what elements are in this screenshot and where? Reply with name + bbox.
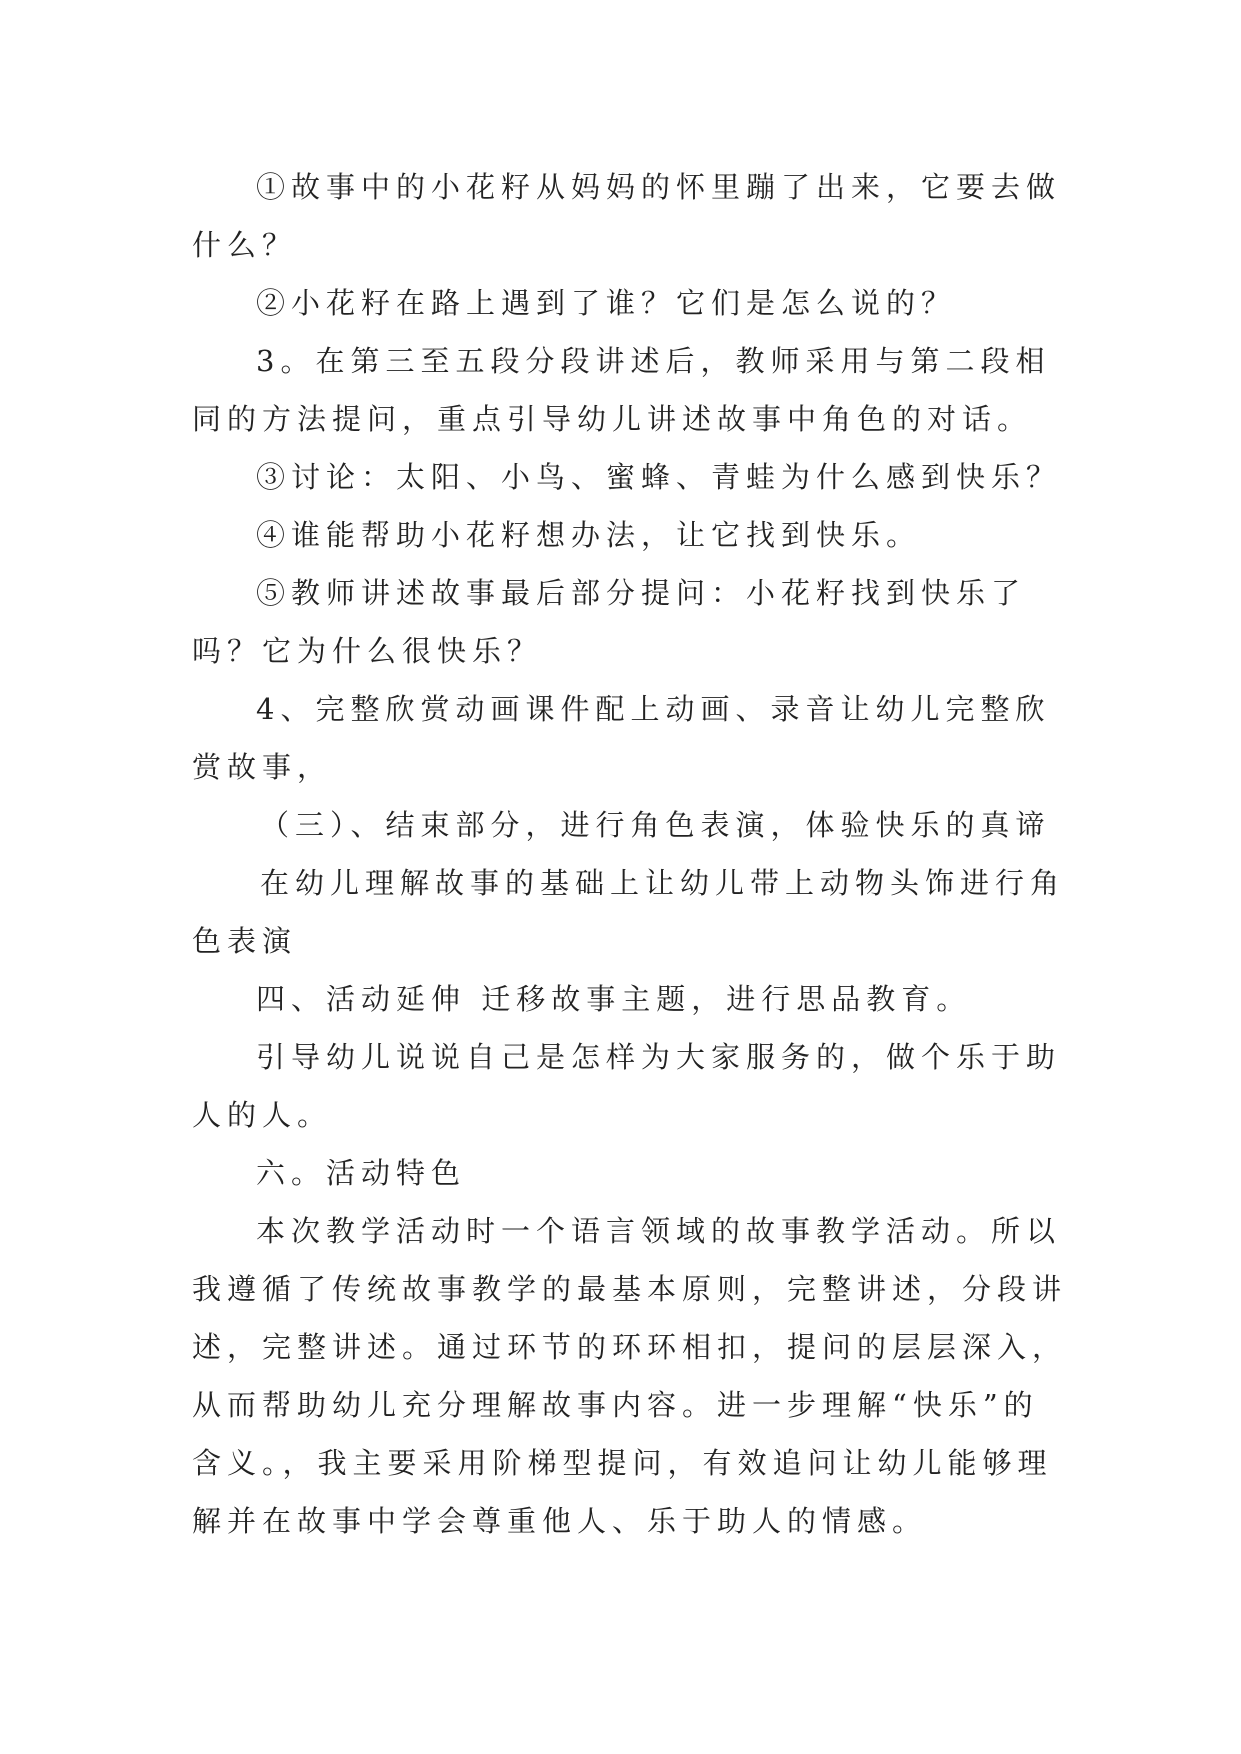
paragraph-step-3: 3。在第三至五段分段讲述后，教师采用与第二段相同的方法提问，重点引导幼儿讲述故事中角色的对话。 [192, 344, 1051, 436]
paragraph-question-4: ④谁能帮助小花籽想办法，让它找到快乐。 [256, 518, 922, 552]
paragraph-question-2: ②小花籽在路上遇到了谁？它们是怎么说的？ [256, 286, 957, 320]
section-heading-ending: （三）、结束部分，进行角色表演，体验快乐的真谛 [260, 808, 1051, 842]
section-heading-features: 六。活动特色 [256, 1156, 467, 1190]
paragraph-question-1: ①故事中的小花籽从妈妈的怀里蹦了出来，它要去做什么？ [192, 170, 1062, 262]
paragraph-features: 本次教学活动时一个语言领域的故事教学活动。所以我遵循了传统故事教学的最基本原则，完整讲述，分段讲述，完整讲述。通过环节的环环相扣，提问的层层深入，从而帮助幼儿充分理解故事内容。进一步理解“快乐”的含义。，我主要采用阶梯型提问，有效追问让幼儿能够理解并在故事中学会尊重他人、乐于助人的情感。 [192, 1214, 1068, 1538]
paragraph-question-5: ⑤教师讲述故事最后部分提问：小花籽找到快乐了吗？它为什么很快乐？ [192, 576, 1027, 668]
paragraph-extension: 引导幼儿说说自己是怎样为大家服务的，做个乐于助人的人。 [192, 1040, 1062, 1132]
paragraph-role-play: 在幼儿理解故事的基础上让幼儿带上动物头饰进行角色表演 [192, 866, 1066, 958]
document-body [192, 158, 1072, 1550]
paragraph-step-4: 4、完整欣赏动画课件配上动画、录音让幼儿完整欣赏故事， [192, 692, 1051, 784]
section-heading-extension: 四、活动延伸 迁移故事主题，进行思品教育。 [256, 982, 972, 1016]
paragraph-question-3: ③讨论：太阳、小鸟、蜜蜂、青蛙为什么感到快乐？ [256, 460, 1062, 494]
